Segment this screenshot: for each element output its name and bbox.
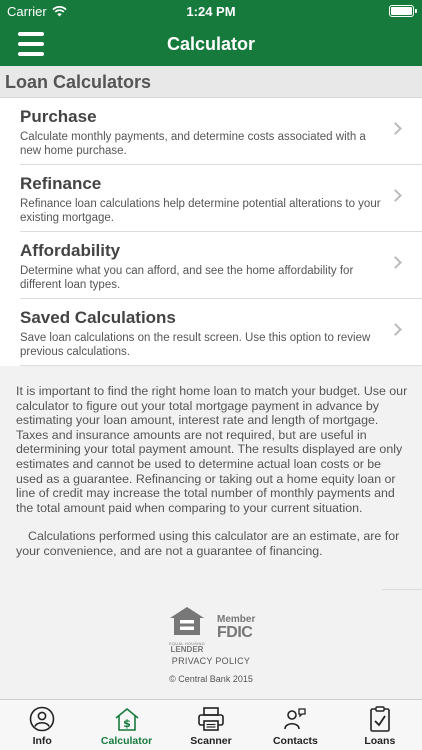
calculator-item-affordability[interactable] — [20, 232, 422, 299]
calculator-list — [0, 98, 422, 366]
calculator-info-text — [16, 384, 408, 559]
fdic-logo — [217, 615, 255, 641]
tab-scanner[interactable] — [169, 700, 253, 750]
calculator-item-description: Determine what you can afford, and see the home affordability for different loan types. — [20, 265, 354, 291]
status-bar — [0, 0, 422, 22]
tab-label: Scanner — [190, 735, 232, 747]
compliance-logos — [0, 606, 422, 652]
battery-icon — [389, 5, 414, 17]
section-header: Loan Calculators — [0, 66, 422, 98]
equal-housing-lender-logo — [169, 606, 205, 654]
calculator-item-description: Save loan calculations on the result screen. Use this option to review previous calculations. — [20, 332, 371, 358]
clipboard-check-icon — [369, 706, 391, 732]
tab-calculator[interactable] — [84, 700, 168, 750]
calculator-item-name: Saved Calculations — [20, 308, 176, 327]
info-paragraph: It is important to find the right home loan to match your budget. Use our calculator to figure out your total mortgage payment in advance by estimating your loan amount, interest rate and length of mortgage. Taxes and insurance amounts are not required, but are useful in determining your total payment amount. The results displayed are only estimates and cannot be used to determine actual loan costs or be used as a guarantee. Refinancing or taking out a home equity loan or line of credit may increase the total number of monthly payments and the total amount paid when comparing to your current situation. — [16, 384, 408, 515]
copyright-text: © Central Bank 2015 — [169, 674, 253, 684]
privacy-policy-link[interactable]: PRIVACY POLICY — [171, 656, 251, 666]
person-icon — [29, 706, 55, 732]
svg-text:$: $ — [122, 717, 131, 730]
tab-bar — [0, 699, 422, 750]
chevron-right-icon — [389, 189, 402, 202]
calculator-item-description: Calculate monthly payments, and determine costs associated with a new home purchase. — [20, 131, 366, 157]
divider — [382, 589, 422, 590]
calculator-item-description: Refinance loan calculations help determine potential alterations to your existing mortgage. — [20, 198, 381, 224]
calculator-item-name: Purchase — [20, 107, 97, 126]
nav-bar — [0, 22, 422, 66]
printer-icon — [197, 706, 225, 732]
contacts-icon — [282, 706, 308, 732]
tab-loans[interactable] — [338, 700, 422, 750]
calculator-item-refinance[interactable] — [20, 165, 422, 232]
ehl-big-text: LENDER — [170, 645, 204, 654]
equal-housing-icon — [169, 606, 205, 636]
tab-contacts[interactable] — [253, 700, 337, 750]
calculator-item-name: Affordability — [20, 241, 121, 260]
calculator-item-name: Refinance — [20, 174, 102, 193]
chevron-right-icon — [389, 122, 402, 135]
chevron-right-icon — [389, 256, 402, 269]
calculator-item-saved-calculations[interactable] — [20, 299, 422, 366]
fdic-name-text: FDIC — [217, 624, 253, 641]
tab-label: Calculator — [100, 735, 153, 747]
chevron-right-icon — [389, 323, 402, 336]
tab-label: Info — [32, 735, 52, 747]
ehl-small-text: EQUAL HOUSING — [169, 641, 205, 646]
house-dollar-icon — [114, 706, 140, 732]
carrier-name: Carrier — [7, 4, 47, 19]
tab-info[interactable] — [0, 700, 84, 750]
fdic-member-text: Member — [217, 614, 256, 625]
tab-label: Loans — [364, 735, 396, 747]
disclaimer-paragraph: Calculations performed using this calculator are an estimate, are for your convenience, and are not a guarantee of financing. — [16, 529, 400, 558]
calculator-item-purchase[interactable] — [20, 98, 422, 165]
page-title: Calculator — [166, 34, 256, 54]
status-time: 1:24 PM — [186, 4, 236, 19]
tab-label: Contacts — [272, 735, 318, 747]
